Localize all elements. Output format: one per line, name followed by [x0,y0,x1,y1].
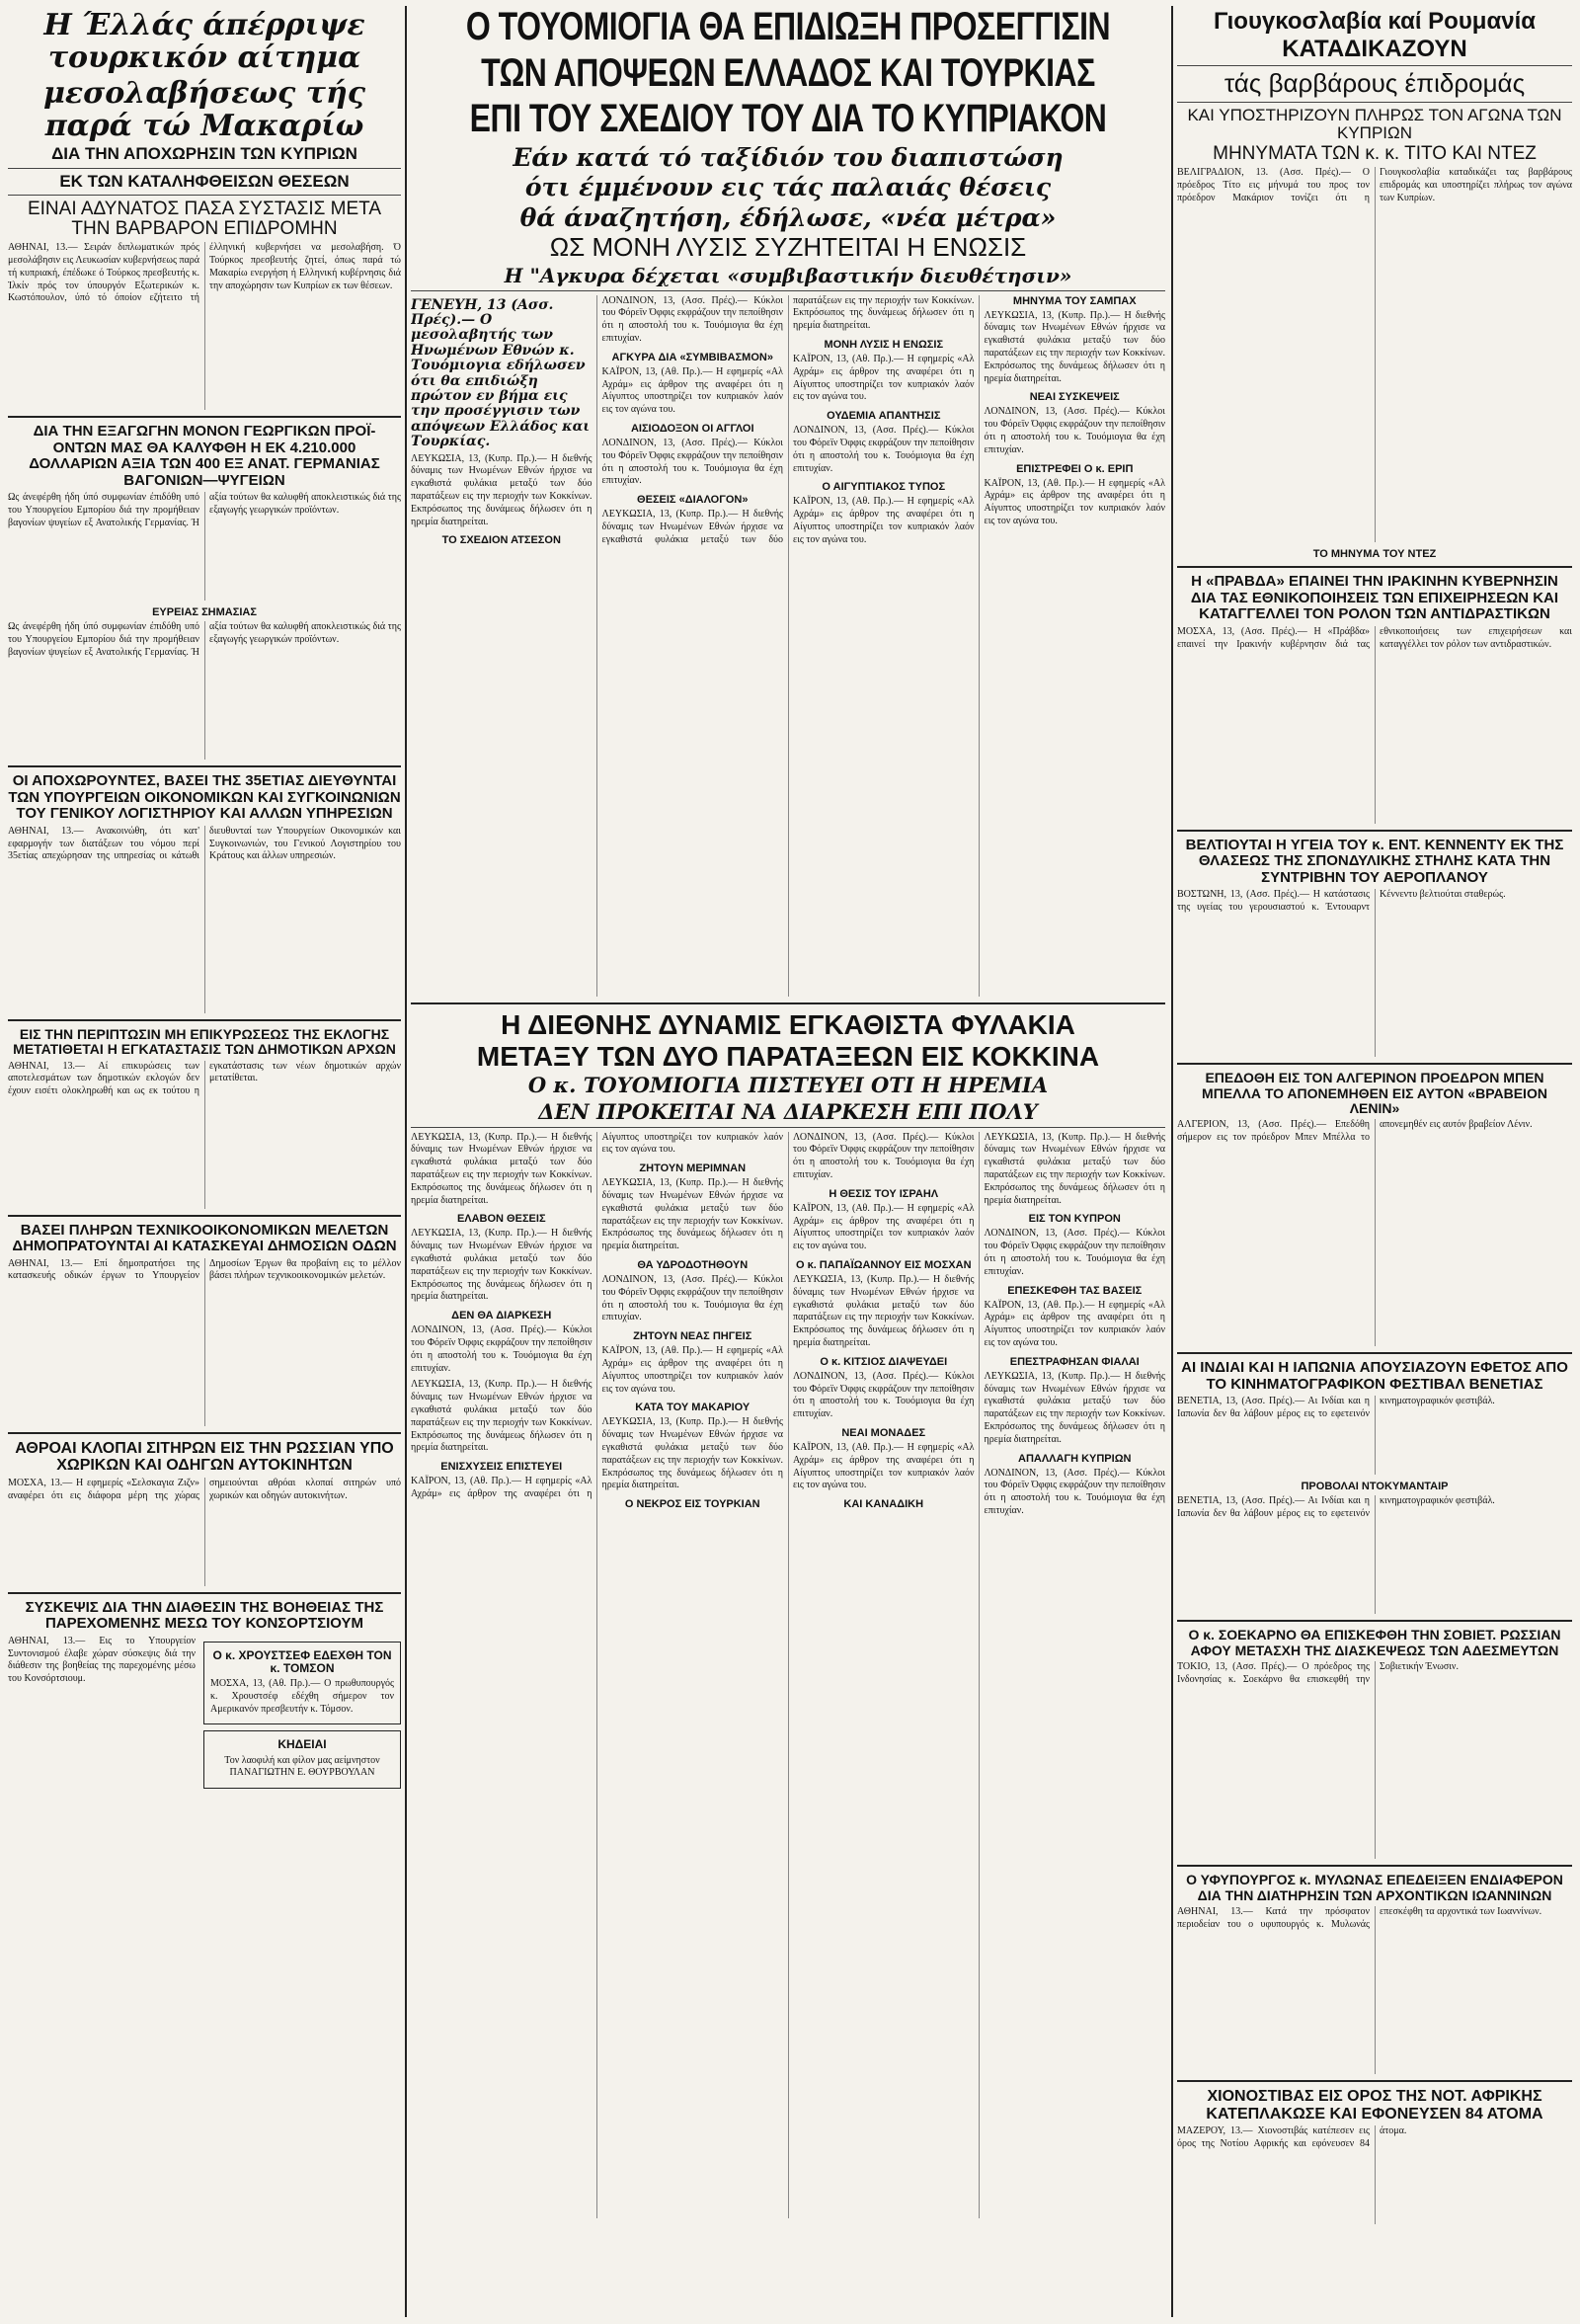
left-article-4-body: ΑΘΗΝΑΙ, 13.— Αί επικυρώσεις των αποτελεσμάτων των δημοτικών εκλογών δεν έχουν εισέτι ολοκληρωθή και ως εκ τούτου η εγκατάστασις των νέων δημοτικών αρχών μετατίθεται. [8,1060,401,1097]
column-rule [1171,6,1173,2317]
section-head: ΖΗΤΟΥΝ ΝΕΑΣ ΠΗΓΕΙΣ [633,1330,752,1343]
left-article-2-body: Ως άνεφέρθη ήδη ύπό συμφωνίαν έπιδόθη υπό του Υπουργείου Εμπορίου διά την προμήθειαν βαγονίων ψυγείων εξ Ανατολικής Γερμανίας. Ή αξία τούτων θα καλυφθή αποκλειστικώς διά της εξαγωγής γεωργικών προϊόντων. [8,492,401,528]
divider [8,1215,401,1217]
section-head: Ο κ. ΚΙΤΣΙΟΣ ΔΙΑΨΕΥΔΕΙ [820,1355,948,1368]
left-article-1-body: ΑΘΗΝΑΙ, 13.— Σειράν διπλωματικών πρός μεσολάβησιν εις Λευκωσίαν κυβερνήσεως παρά τή κυπριακή, έπέδωκε ό Τούρκος πρεσβευτής κ. Ίλκίν πρός τον ύπουργόν Εξωτερικών κ. Κωστόπουλον, ύπό τό όποίον εζήτειτο τή έλληνική κυβερνήσει να μεσολαβήση. Ό Τούρκος πρεσβευτής ζητεί, όπως παρά τώ Μακαρίω ενεργήση ή Ελληνική κυβέρνησις διά την αποχώρησιν των Κυπρίων εκ των θέσεων. [8,242,401,304]
right-subhead-1: ΚΑΙ ΥΠΟΣΤΗΡΙΖΟΥΝ ΠΛΗΡΩΣ ΤΟΝ ΑΓΩΝΑ ΤΩΝ ΚΥΠΡΙΩΝ [1187,105,1562,142]
right-article-2-body: ΜΟΣΧΑ, 13, (Ασσ. Πρές).— Η «Πράβδα» επαινεί την Ιρακινήν κυβέρνησιν διά τας εθνικοποιήσεις των επιχειρήσεων και καταγγέλλει τον ρόλον των αντιδραστικών. [1177,625,1572,650]
section-body: ΛΕΥΚΩΣΙΑ, 13, (Κυπρ. Πρ.).— Η διεθνής δύναμις των Ηνωμένων Εθνών ήρχισε να εγκαθιστά φυλάκια μεταξύ των δύο παρατάξεων εις την περιοχήν των Κοκκίνων. Εκπρόσωπος της δυνάμεως δήλωσεν ότι η ηρεμία διατηρείται. [793,1274,975,1348]
section-head: ΚΑΤΑ ΤΟΥ ΜΑΚΑΡΙΟΥ [635,1402,750,1414]
section-body: ΛΟΝΔΙΝΟΝ, 13, (Ασσ. Πρές).— Κύκλοι του Φόρεϊν Όφφις εκφράζουν την πεποίθησιν ότι η αποστολή του κ. Τουόμιογια θα έχη επιτυχίαν. [984,406,1165,455]
main-deck-line1: Εάν κατά τό ταξίδιόν του διαπιστώση [513,142,1064,172]
right-headline-line2: ΚΑΤΑΔΙΚΑΖΟΥΝ [1282,36,1467,63]
divider [411,1002,1165,1004]
section-body: ΚΑΪΡΟΝ, 13, (Αθ. Πρ.).— Η εφημερίς «Αλ Αχράμ» εις άρθρον της αναφέρει ότι η Αίγυπτος υποστηρίζει τον κυπριακόν λαόν εις τον αγώνα του. [793,496,975,545]
section-head: ΟΥΔΕΜΙΑ ΑΠΑΝΤΗΣΙΣ [827,410,941,423]
left-article-5-headline: ΒΑΣΕΙ ΠΛΗΡΩΝ ΤΕΧΝΙΚΟΟΙΚΟΝΟΜΙΚΩΝ ΜΕΛΕΤΩΝ ΔΗΜΟΠΡΑΤΟΥΝΤΑΙ ΑΙ ΚΑΤΑΣΚΕΥΑΙ ΔΗΜΟΣΙΩΝ ΟΔΩΝ [12,1221,397,1255]
second-headline-line1: Η ΔΙΕΘΝΗΣ ΔΥΝΑΜΙΣ ΕΓΚΑΘΙΣΤΑ ΦΥΛΑΚΙΑ [501,1008,1075,1040]
divider [8,195,401,196]
section-head: ΕΠΕΣΤΡΑΦΗΣΑΝ ΦΙΑΛΑΙ [1009,1355,1140,1368]
right-article-1-body: ΒΕΛΙΓΡΑΔΙΟΝ, 13. (Ασσ. Πρές).— Ο πρόεδρος Τίτο εις μήνυμά του προς τον πρόεδρον Μακάριον τονίζει ότι η Γιουγκοσλαβία καταδικάζει τας βαρβάρους επιδρομάς και υποστηρίζει πλήρως τον αγώνα των Κυπρίων. [1177,167,1572,203]
section-head: ΕΝΙΣΧΥΣΕΙΣ ΕΠΙΣΤΕΥΕΙ [440,1461,563,1474]
main-deck-line3: θά άναζητήση, έδήλωσε, «νέα μέτρα» [519,202,1057,232]
section-head: ΘΕΣΕΙΣ «ΔΙΑΛΟΓΟΝ» [637,494,749,507]
section-body: ΛΟΝΔΙΝΟΝ, 13, (Ασσ. Πρές).— Κύκλοι του Φόρεϊν Όφφις εκφράζουν την πεποίθησιν ότι η αποστολή του κ. Τουόμιογια θα έχη επιτυχίαν. [793,1370,975,1420]
divider [8,1019,401,1021]
section-body: ΚΑΪΡΟΝ, 13, (Αθ. Πρ.).— Η εφημερίς «Αλ Αχράμ» εις άρθρον της αναφέρει ότι η Αίγυπτος υποστηρίζει τον κυπριακόν λαόν εις τον αγώνα του. [793,354,975,403]
section-body: ΚΑΪΡΟΝ, 13, (Αθ. Πρ.).— Η εφημερίς «Αλ Αχράμ» εις άρθρον της αναφέρει ότι η Αίγυπτος υποστηρίζει τον κυπριακόν λαόν εις τον αγώνα του. [411,1131,783,1499]
left-article-3-body: ΑΘΗΝΑΙ, 13.— Ανακοινώθη, ότι κατ' εφαρμογήν των διατάξεων του νόμου περί 35ετίας απεχώρησαν της υπηρεσίας οι κάτωθι διευθυνταί των Υπουργείων Οικονομικών και Συγκοινωνιών, του Γενικού Λογιστηρίου του Κράτους και άλλων υπηρεσιών. [8,825,401,862]
section-body: ΛΕΥΚΩΣΙΑ, 13, (Κυπρ. Πρ.).— Η διεθνής δύναμις των Ηνωμένων Εθνών ήρχισε να εγκαθιστά φυλάκια μεταξύ των δύο παρατάξεων εις την περιοχήν των Κοκκίνων. Εκπρόσωπος της δυνάμεως δήλωσεν ότι η ηρεμία διατηρείται. [601,294,975,545]
right-article-5-body-cont: ΒΕΝΕΤΙΑ, 13, (Ασσ. Πρές).— Αι Ινδίαι και η Ιαπωνία δεν θα λάβουν μέρος εις το εφετεινόν κινηματογραφικόν φεστιβάλ. [1177,1495,1495,1520]
divider [8,1592,401,1594]
divider [1177,102,1572,103]
right-article-3-headline: ΒΕΛΤΙΟΥΤΑΙ Η ΥΓΕΙΑ ΤΟΥ κ. ΕΝΤ. ΚΕΝΝΕΝΤΥ ΕΚ ΤΗΣ ΘΛΑΣΕΩΣ ΤΗΣ ΣΠΟΝΔΥΛΙΚΗΣ ΣΤΗΛΗΣ ΚΑΤΑ ΤΗΝ ΣΥΝΤΡΙΒΗΝ ΤΟΥ ΑΕΡΟΠΛΑΝΟΥ [1185,836,1564,886]
main-story-lead-body: ΛΕΥΚΩΣΙΑ, 13, (Κυπρ. Πρ.).— Η διεθνής δύναμις των Ηνωμένων Εθνών ήρχισε να εγκαθιστά φυλάκια μεταξύ των δύο παρατάξεων εις την περιοχήν των Κοκκίνων. Εκπρόσωπος της δυνάμεως δήλωσεν ότι η ηρεμία διατηρείται. [411,452,592,527]
left-headline-line2: μεσολαβήσεως τής παρά τώ Μακαρίω [42,76,366,143]
main-story-lead: ΓΕΝΕΥΗ, 13 (Ασσ. Πρές).— Ο μεσολαβητής των Ηνωμένων Εθνών κ. Τουόμιογια εδήλωσεν ότι θα επιδιώξη πρώτον εν βήμα εις την προσέγγισιν των απόψεων Ελλάδος και Τουρκίας. [411,296,591,450]
divider [1177,2080,1572,2082]
divider [1177,1352,1572,1354]
second-deck-line1: Ο κ. ΤΟΥΟΜΙΟΓΙΑ ΠΙΣΤΕΥΕΙ ΟΤΙ Η ΗΡΕΜΙΑ [527,1073,1049,1098]
right-column [1177,6,1572,2228]
left-subhead-1: ΔΙΑ ΤΗΝ ΑΠΟΧΩΡΗΣΙΝ ΤΩΝ ΚΥΠΡΙΩΝ [51,144,357,163]
section-head: ΘΑ ΥΔΡΟΔΟΤΗΘΟΥΝ [637,1259,749,1272]
section-head: ΤΟ ΣΧΕΔΙΟΝ ΑΤΣΕΣΟΝ [441,534,561,547]
main-deck-ankara: Η "Αγκυρα δέχεται «συμβιβαστικήν διευθέτησιν» [504,263,1072,287]
main-headline-line3: ΕΠΙ ΤΟΥ ΣΧΕΔΙΟΥ ΤΟΥ ΔΙΑ ΤΟ ΚΥΠΡΙΑΚΟΝ [469,95,1107,140]
left-column [8,6,401,1857]
right-headline-line3: τάς βαρβάρους έπιδρομάς [1224,68,1526,99]
divider [1177,566,1572,568]
left-article-3-headline: ΟΙ ΑΠΟΧΩΡΟΥΝΤΕΣ, ΒΑΣΕΙ ΤΗΣ 35ΕΤΙΑΣ ΔΙΕΥΘΥΝΤΑΙ ΤΩΝ ΥΠΟΥΡΓΕΙΩΝ ΟΙΚΟΝΟΜΙΚΩΝ ΚΑΙ ΣΥΓΚΟΙΝΩΝΙΩΝ ΤΟΥ ΓΕΝΙΚΟΥ ΛΟΓΙΣΤΗΡΙΟΥ ΚΑΙ ΑΛΛΩΝ ΥΠΗΡΕΣΙΩΝ [8,772,401,823]
section-body: ΛΕΥΚΩΣΙΑ, 13, (Κυπρ. Πρ.).— Η διεθνής δύναμις των Ηνωμένων Εθνών ήρχισε να εγκαθιστά φυλάκια μεταξύ των δύο παρατάξεων εις την περιοχήν των Κοκκίνων. Εκπρόσωπος της δυνάμεως δήλωσεν ότι η ηρεμία διατηρείται. [411,1228,592,1303]
left-article-2-body-cont: Ως άνεφέρθη ήδη ύπό συμφωνίαν έπιδόθη υπό του Υπουργείου Εμπορίου διά την προμήθειαν βαγονίων ψυγείων εξ Ανατολικής Γερμανίας. Ή αξία τούτων θα καλυφθή αποκλειστικώς διά της εξαγωγής γεωργικών προϊόντων. [8,621,401,658]
section-body: ΚΑΪΡΟΝ, 13, (Αθ. Πρ.).— Η εφημερίς «Αλ Αχράμ» εις άρθρον της αναφέρει ότι η Αίγυπτος υποστηρίζει τον κυπριακόν λαόν εις τον αγώνα του. [601,365,783,416]
main-headline-line1: Ο ΤΟΥΟΜΙΟΓΙΑ ΘΑ ΕΠΙΔΙΩΞΗ ΠΡΟΣΕΓΓΙΣΙΝ [465,6,1111,48]
divider [1177,65,1572,66]
divider [8,168,401,169]
section-body: ΛΟΝΔΙΝΟΝ, 13, (Ασσ. Πρές).— Κύκλοι του Φόρεϊν Όφφις εκφράζουν την πεποίθησιν ότι η αποστολή του κ. Τουόμιογια θα έχη επιτυχίαν. [411,1324,592,1374]
section-head: Η ΘΕΣΙΣ ΤΟΥ ΙΣΡΑΗΛ [829,1187,939,1200]
section-head: ΜΟΝΗ ΛΥΣΙΣ Η ΕΝΩΣΙΣ [824,339,944,352]
right-article-8-headline: ΧΙΟΝΟΣΤΙΒΑΣ ΕΙΣ ΟΡΟΣ ΤΗΣ ΝΟΤ. ΑΦΡΙΚΗΣ ΚΑΤΕΠΛΑΚΩΣΕ ΚΑΙ ΕΦΟΝΕΥΣΕΝ 84 ΑΤΟΜΑ [1206,2088,1543,2123]
left-article-4-headline: ΕΙΣ ΤΗΝ ΠΕΡΙΠΤΩΣΙΝ ΜΗ ΕΠΙΚΥΡΩΣΕΩΣ ΤΗΣ ΕΚΛΟΓΗΣ ΜΕΤΑΤΙΘΕΤΑΙ Η ΕΓΚΑΤΑΣΤΑΣΙΣ ΤΩΝ ΔΗΜΟΤΙΚΩΝ ΑΡΧΩΝ [13,1025,396,1058]
section-head: ΑΠΑΛΛΑΓΗ ΚΥΠΡΙΩΝ [1018,1452,1132,1465]
right-article-4-headline: ΕΠΕΔΟΘΗ ΕΙΣ ΤΟΝ ΑΛΓΕΡΙΝΟΝ ΠΡΟΕΔΡΟΝ ΜΠΕΝ ΜΠΕΛΛΑ ΤΟ ΑΠΟΝΕΜΗΘΕΝ ΕΙΣ ΑΥΤΟΝ «ΒΡΑΒΕΙΟΝ ΛΕΝΙΝ» [1202,1070,1547,1117]
right-article-2-headline: Η «ΠΡΑΒΔΑ» ΕΠΑΙΝΕΙ ΤΗΝ ΙΡΑΚΙΝΗΝ ΚΥΒΕΡΝΗΣΙΝ ΔΙΑ ΤΑΣ ΕΘΝΙΚΟΠΟΙΗΣΕΙΣ ΤΩΝ ΕΠΙΧΕΙΡΗΣΕΩΝ ΚΑΙ ΚΑΤΑΓΓΕΛΛΕΙ ΤΟΝ ΡΟΛΟΝ ΤΩΝ ΑΝΤΙΔΡΑΣΤΙΚΩΝ [1190,573,1559,623]
left-article-5-body: ΑΘΗΝΑΙ, 13.— Επί δημοπρατήσει της κατασκευής οδικών έργων το Υπουργείον Δημοσίων Έργων θα προβαίνη εις το μέλλον βάσει πλήρων τεχνικοοικονομικών μελετών. [8,1257,401,1282]
main-deck-line2: ότι έμμένουν εις τάς παλαιάς θέσεις [524,173,1052,202]
right-article-5-body: ΒΕΝΕΤΙΑ, 13, (Ασσ. Πρές).— Αι Ινδίαι και η Ιαπωνία δεν θα λάβουν μέρος εις το εφετεινόν κινηματογραφικόν φεστιβάλ. [1177,1396,1495,1420]
right-article-7-body: ΑΘΗΝΑΙ, 13.— Κατά την πρόσφατον περιοδείαν του ο υφυπουργός κ. Μυλωνάς επεσκέφθη τα αρχοντικά των Ιωαννίνων. [1177,1906,1542,1930]
right-article-5-headline: ΑΙ ΙΝΔΙΑΙ ΚΑΙ Η ΙΑΠΩΝΙΑ ΑΠΟΥΣΙΑΖΟΥΝ ΕΦΕΤΟΣ ΑΠΟ ΤΟ ΚΙΝΗΜΑΤΟΓΡΑΦΙΚΟΝ ΦΕΣΤΙΒΑΛ ΒΕΝΕΤΙΑΣ [1181,1359,1568,1393]
section-body: ΛΟΝΔΙΝΟΝ, 13, (Ασσ. Πρές).— Κύκλοι του Φόρεϊν Όφφις εκφράζουν την πεποίθησιν ότι η αποστολή του κ. Τουόμιογια θα έχη επιτυχίαν. [984,1467,1165,1516]
section-body: ΛΕΥΚΩΣΙΑ, 13, (Κυπρ. Πρ.).— Η διεθνής δύναμις των Ηνωμένων Εθνών ήρχισε να εγκαθιστά φυλάκια μεταξύ των δύο παρατάξεων εις την περιοχήν των Κοκκίνων. Εκπρόσωπος της δυνάμεως δήλωσεν ότι η ηρεμία διατηρείται. [411,1379,592,1454]
right-article-4-body: ΑΛΓΕΡΙΟΝ, 13, (Ασσ. Πρές).— Επεδόθη σήμερον εις τον πρόεδρον Μπεν Μπέλλα το απονεμηθέν εις αυτόν βραβείον Λένιν. [1177,1119,1533,1144]
section-head: ΕΛΑΒΟΝ ΘΕΣΕΙΣ [456,1213,546,1226]
left-article-7-body: ΑΘΗΝΑΙ, 13.— Εις το Υπουργείον Συντονισμού έλαβε χώραν σύσκεψις διά την διάθεσιν της βοηθείας της παρεχομένης μέσω του Κονσόρτσιουμ. [8,1635,196,1685]
divider [8,765,401,767]
section-body: ΚΑΪΡΟΝ, 13, (Αθ. Πρ.).— Η εφημερίς «Αλ Αχράμ» εις άρθρον της αναφέρει ότι η Αίγυπτος υποστηρίζει τον κυπριακόν λαόν εις τον αγώνα του. [984,1299,1165,1348]
divider [1177,1620,1572,1622]
section-body: ΛΕΥΚΩΣΙΑ, 13, (Κυπρ. Πρ.).— Η διεθνής δύναμις των Ηνωμένων Εθνών ήρχισε να εγκαθιστά φυλάκια μεταξύ των δύο παρατάξεων εις την περιοχήν των Κοκκίνων. Εκπρόσωπος της δυνάμεως δήλωσεν ότι η ηρεμία διατηρείται. [601,1177,783,1252]
section-body: ΛΕΥΚΩΣΙΑ, 13, (Κυπρ. Πρ.).— Η διεθνής δύναμις των Ηνωμένων Εθνών ήρχισε να εγκαθιστά φυλάκια μεταξύ των δύο παρατάξεων εις την περιοχήν των Κοκκίνων. Εκπρόσωπος της δυνάμεως δήλωσεν ότι η ηρεμία διατηρείται. [984,1131,1165,1206]
section-head: Ο ΝΕΚΡΟΣ ΕΙΣ ΤΟΥΡΚΙΑΝ [624,1498,760,1511]
section-head: ΜΗΝΥΜΑ ΤΟΥ ΣΑΜΠΑΧ [1012,294,1137,307]
section-body: ΛΟΝΔΙΝΟΝ, 13, (Ασσ. Πρές).— Κύκλοι του Φόρεϊν Όφφις εκφράζουν την πεποίθησιν ότι η αποστολή του κ. Τουόμιογια θα έχη επιτυχίαν. [601,294,783,345]
section-body: ΛΟΝΔΙΝΟΝ, 13, (Ασσ. Πρές).— Κύκλοι του Φόρεϊν Όφφις εκφράζουν την πεποίθησιν ότι η αποστολή του κ. Τουόμιογια θα έχη επιτυχίαν. [793,1131,975,1181]
section-head: Ο κ. ΠΑΠΑΪΩΑΝΝΟΥ ΕΙΣ ΜΟΣΧΑΝ [795,1259,972,1272]
left-headline-line1: Η Έλλάς άπέρριψε τουρκικόν αίτημα [43,8,365,75]
section-head: ΕΠΕΣΚΕΦΘΗ ΤΑΣ ΒΑΣΕΙΣ [1007,1284,1143,1297]
right-article-5-subhead: ΠΡΟΒΟΛΑΙ ΝΤΟΚΥΜΑΝΤΑΙΡ [1301,1481,1449,1493]
section-body: ΛΟΝΔΙΝΟΝ, 13, (Ασσ. Πρές).— Κύκλοι του Φόρεϊν Όφφις εκφράζουν την πεποίθησιν ότι η αποστολή του κ. Τουόμιογια θα έχη επιτυχίαν. [984,1228,1165,1277]
main-story-columns [411,295,1165,997]
funeral-notice [203,1730,401,1789]
khrushchev-box-title: Ο κ. ΧΡΟΥΣΤΣΕΦ ΕΔΕΧΘΗ ΤΟΝ κ. ΤΟΜΣΟΝ [212,1647,392,1675]
second-story-body: ΛΕΥΚΩΣΙΑ, 13, (Κυπρ. Πρ.).— Η διεθνής δύναμις των Ηνωμένων Εθνών ήρχισε να εγκαθιστά φυλάκια μεταξύ των δύο παρατάξεων εις την περιοχήν των Κοκκίνων. Εκπρόσωπος της δυνάμεως δήλωσεν ότι η ηρεμία διατηρείται. [411,1131,592,1206]
section-head: ΚΑΙ ΚΑΝΑΔΙΚΗ [843,1498,924,1511]
section-head: ΑΙΣΙΟΔΟΞΟΝ ΟΙ ΑΓΓΛΟΙ [630,423,754,436]
section-body: ΚΑΪΡΟΝ, 13, (Αθ. Πρ.).— Η εφημερίς «Αλ Αχράμ» εις άρθρον της αναφέρει ότι η Αίγυπτος υποστηρίζει τον κυπριακόν λαόν εις τον αγώνα του. [793,1441,975,1491]
left-article-2-subhead: ΕΥΡΕΙΑΣ ΣΗΜΑΣΙΑΣ [152,606,257,619]
divider [1177,1063,1572,1065]
section-body: ΛΕΥΚΩΣΙΑ, 13, (Κυπρ. Πρ.).— Η διεθνής δύναμις των Ηνωμένων Εθνών ήρχισε να εγκαθιστά φυλάκια μεταξύ των δύο παρατάξεων εις την περιοχήν των Κοκκίνων. Εκπρόσωπος της δυνάμεως δήλωσεν ότι η ηρεμία διατηρείται. [601,1416,783,1491]
right-article-3-body: ΒΟΣΤΩΝΗ, 13, (Ασσ. Πρές).— Η κατάστασις της υγείας του γερουσιαστού κ. Έντουαρντ Κέννεντυ βελτιούται σταθερώς. [1177,889,1506,914]
section-body: ΛΟΝΔΙΝΟΝ, 13, (Ασσ. Πρές).— Κύκλοι του Φόρεϊν Όφφις εκφράζουν την πεποίθησιν ότι η αποστολή του κ. Τουόμιογια θα έχη επιτυχίαν. [601,1274,783,1323]
section-head: ΖΗΤΟΥΝ ΜΕΡΙΜΝΑΝ [639,1162,747,1175]
center-column [411,6,1165,2218]
section-body: ΛΟΝΔΙΝΟΝ, 13, (Ασσ. Πρές).— Κύκλοι του Φόρεϊν Όφφις εκφράζουν την πεποίθησιν ότι η αποστολή του κ. Τουόμιογια θα έχη επιτυχίαν. [601,438,783,487]
divider [1177,1865,1572,1867]
column-rule [405,6,407,2317]
second-headline-line2: ΜΕΤΑΞΥ ΤΩΝ ΔΥΟ ΠΑΡΑΤΑΞΕΩΝ ΕΙΣ ΚΟΚΚΙΝΑ [476,1041,1100,1073]
section-head: Ο ΑΙΓΥΠΤΙΑΚΟΣ ΤΥΠΟΣ [822,481,946,494]
right-subhead-2: ΜΗΝΥΜΑΤΑ ΤΩΝ κ. κ. ΤΙΤΟ ΚΑΙ ΝΤΕΖ [1213,143,1537,165]
divider [8,1432,401,1434]
right-headline-line1: Γιουγκοσλαβία καί Ρουμανία [1213,8,1537,35]
section-body: ΛΟΝΔΙΝΟΝ, 13, (Ασσ. Πρές).— Κύκλοι του Φόρεϊν Όφφις εκφράζουν την πεποίθησιν ότι η αποστολή του κ. Τουόμιογια θα έχη επιτυχίαν. [793,425,975,474]
divider [411,1127,1165,1128]
left-subhead-2: ΕΚ ΤΩΝ ΚΑΤΑΛΗΦΘΕΙΣΩΝ ΘΕΣΕΩΝ [59,171,350,191]
section-body: ΚΑΪΡΟΝ, 13, (Αθ. Πρ.).— Η εφημερίς «Αλ Αχράμ» εις άρθρον της αναφέρει ότι η Αίγυπτος υποστηρίζει τον κυπριακόν λαόν εις τον αγώνα του. [601,1345,783,1395]
divider [1177,830,1572,832]
main-headline-line2: ΤΩΝ ΑΠΟΨΕΩΝ ΕΛΛΑΔΟΣ ΚΑΙ ΤΟΥΡΚΙΑΣ [481,49,1095,95]
left-article-7-headline: ΣΥΣΚΕΨΙΣ ΔΙΑ ΤΗΝ ΔΙΑΘΕΣΙΝ ΤΗΣ ΒΟΗΘΕΙΑΣ ΤΗΣ ΠΑΡΕΧΟΜΕΝΗΣ ΜΕΣΩ ΤΟΥ ΚΟΝΣΟΡΤΣΙΟΥΜ [25,1598,384,1633]
main-deck-enosis: ΩΣ ΜΟΝΗ ΛΥΣΙΣ ΣΥΖΗΤΕΙΤΑΙ Η ΕΝΩΣΙΣ [549,232,1027,263]
left-article-6-body: ΜΟΣΧΑ, 13.— Η εφημερίς «Σελσκαγια Ζιζν» αναφέρει ότι εις διάφορα μέρη της χώρας σημειούνται αθρόαι κλοπαί σιτηρών υπό χωρικών και οδηγών αυτοκινήτων. [8,1477,401,1501]
left-subhead-3: ΕΙΝΑΙ ΑΔΥΝΑΤΟΣ ΠΑΣΑ ΣΥΣΤΑΣΙΣ ΜΕΤΑ ΤΗΝ ΒΑΡΒΑΡΟΝ ΕΠΙΔΡΟΜΗΝ [27,199,382,240]
section-head: ΝΕΑΙ ΣΥΣΚΕΨΕΙΣ [1029,391,1120,404]
divider [411,290,1165,291]
section-head: ΔΕΝ ΘΑ ΔΙΑΡΚΕΣΗ [451,1310,552,1322]
section-head: ΑΓΚΥΡΑ ΔΙΑ «ΣΥΜΒΙΒΑΣΜΟΝ» [611,351,773,363]
divider [8,416,401,418]
right-article-8-body: ΜΑΖΕΡΟΥ, 13.— Χιονοστιβάς κατέπεσεν εις όρος της Νοτίου Αφρικής και εφόνευσεν 84 άτομα. [1177,2125,1407,2150]
right-article-1-signoff: ΤΟ ΜΗΝΥΜΑ ΤΟΥ ΝΤΕΖ [1312,548,1437,561]
section-head: ΕΙΣ ΤΟΝ ΚΥΠΡΟΝ [1028,1213,1121,1226]
funeral-notice-title: ΚΗΔΕΙΑΙ [277,1737,327,1752]
right-article-7-headline: Ο ΥΦΥΠΟΥΡΓΟΣ κ. ΜΥΛΩΝΑΣ ΕΠΕΔΕΙΞΕΝ ΕΝΔΙΑΦΕΡΟΝ ΔΙΑ ΤΗΝ ΔΙΑΤΗΡΗΣΙΝ ΤΩΝ ΑΡΧΟΝΤΙΚΩΝ ΙΩΑΝΝΙΝΩΝ [1186,1872,1563,1903]
left-article-2-headline: ΔΙΑ ΤΗΝ ΕΞΑΓΩΓΗΝ ΜΟΝΟΝ ΓΕΩΡΓΙΚΩΝ ΠΡΟΪ-ΟΝΤΩΝ ΜΑΣ ΘΑ ΚΑΛΥΦΘΗ Η ΕΚ 4.210.000 ΔΟΛΛΑΡΙΩΝ ΑΞΙΑ ΤΩΝ 400 ΕΞ ΑΝΑΤ. ΓΕΡΜΑΝΙΑΣ ΒΑΓΟΝΙΩΝ—ΨΥΓΕΙΩΝ [29,423,380,489]
section-body: ΚΑΪΡΟΝ, 13, (Αθ. Πρ.).— Η εφημερίς «Αλ Αχράμ» εις άρθρον της αναφέρει ότι η Αίγυπτος υποστηρίζει τον κυπριακόν λαόν εις τον αγώνα του. [793,1202,975,1252]
section-body: ΚΑΪΡΟΝ, 13, (Αθ. Πρ.).— Η εφημερίς «Αλ Αχράμ» εις άρθρον της αναφέρει ότι η Αίγυπτος υποστηρίζει τον κυπριακόν λαόν εις τον αγώνα του. [984,477,1165,527]
section-body: ΛΕΥΚΩΣΙΑ, 13, (Κυπρ. Πρ.).— Η διεθνής δύναμις των Ηνωμένων Εθνών ήρχισε να εγκαθιστά φυλάκια μεταξύ των δύο παρατάξεων εις την περιοχήν των Κοκκίνων. Εκπρόσωπος της δυνάμεως δήλωσεν ότι η ηρεμία διατηρείται. [984,1370,1165,1445]
funeral-notice-body: Τον λαοφιλή και φίλον μας αείμνηστον ΠΑΝΑΓΙΩΤΗΝ Ε. ΘΟΥΡΒΟΥΛΑΝ [224,1754,380,1779]
second-deck-line2: ΔΕΝ ΠΡΟΚΕΙΤΑΙ ΝΑ ΔΙΑΡΚΕΣΗ ΕΠΙ ΠΟΛΥ [538,1098,1038,1124]
section-head: ΝΕΑΙ ΜΟΝΑΔΕΣ [841,1426,926,1439]
khrushchev-box [203,1642,401,1725]
section-head: ΕΠΙΣΤΡΕΦΕΙ Ο κ. ΕΡΙΠ [1016,462,1134,475]
right-article-6-body: ΤΟΚΙΟ, 13, (Ασσ. Πρές).— Ο πρόεδρος της Ινδονησίας κ. Σοεκάρνο θα επισκεφθή την Σοβιετικήν Ένωσιν. [1177,1661,1459,1686]
right-article-6-headline: Ο κ. ΣΟΕΚΑΡΝΟ ΘΑ ΕΠΙΣΚΕΦΘΗ ΤΗΝ ΣΟΒΙΕΤ. ΡΩΣΣΙΑΝ ΑΦΟΥ ΜΕΤΑΣΧΗ ΤΗΣ ΔΙΑΣΚΕΨΕΩΣ ΤΩΝ ΑΔΕΣΜΕΥΤΩΝ [1188,1627,1561,1658]
section-body: ΛΕΥΚΩΣΙΑ, 13, (Κυπρ. Πρ.).— Η διεθνής δύναμις των Ηνωμένων Εθνών ήρχισε να εγκαθιστά φυλάκια μεταξύ των δύο παρατάξεων εις την περιοχήν των Κοκκίνων. Εκπρόσωπος της δυνάμεως δήλωσεν ότι η ηρεμία διατηρείται. [984,309,1165,384]
second-story-columns [411,1132,1165,2218]
khrushchev-box-body: ΜΟΣΧΑ, 13, (Αθ. Πρ.).— Ο πρωθυπουργός κ. Χρουστσέφ εδέχθη σήμερον τον Αμερικανόν πρεσβευτήν κ. Τόμσον. [210,1678,394,1715]
left-article-6-headline: ΑΘΡΟΑΙ ΚΛΟΠΑΙ ΣΙΤΗΡΩΝ ΕΙΣ ΤΗΝ ΡΩΣΣΙΑΝ ΥΠΟ ΧΩΡΙΚΩΝ ΚΑΙ ΟΔΗΓΩΝ ΑΥΤΟΚΙΝΗΤΩΝ [15,1439,394,1475]
